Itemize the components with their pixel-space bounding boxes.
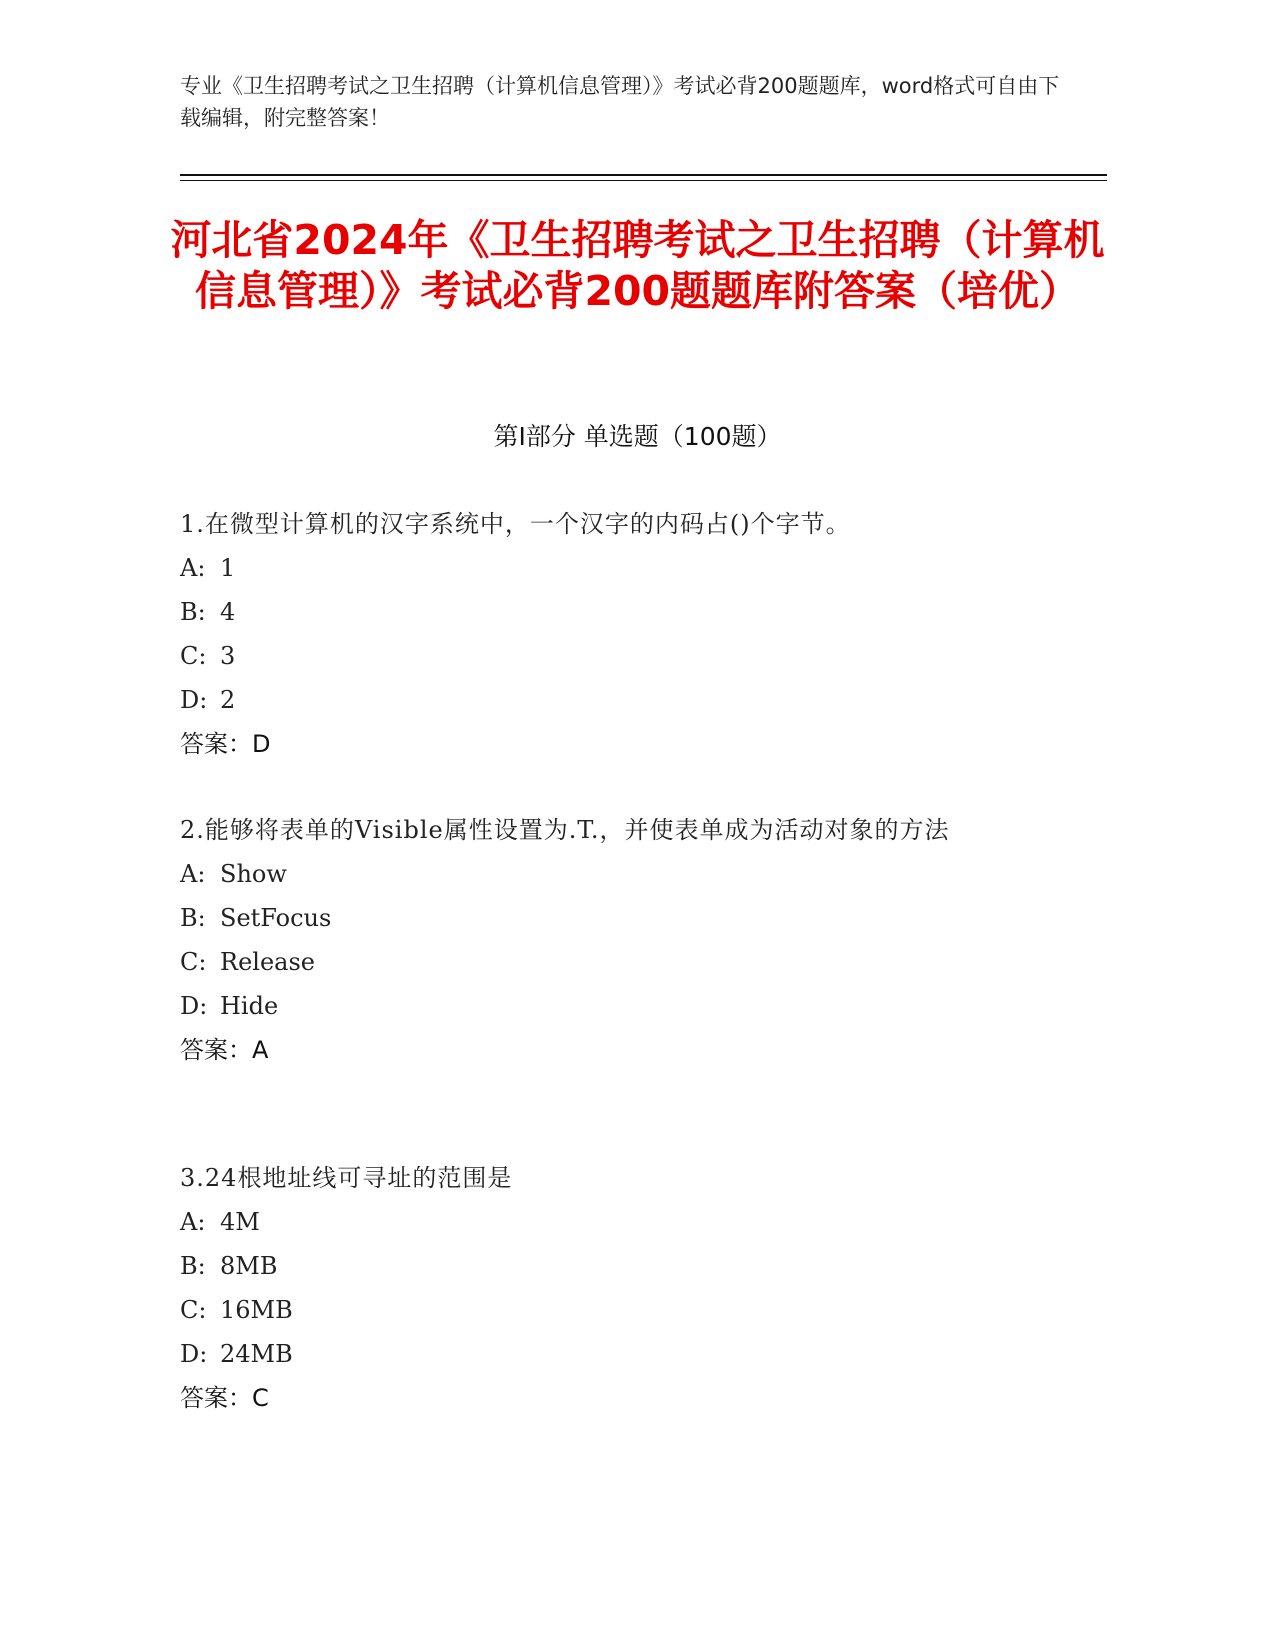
header-divider-thin <box>180 180 1107 181</box>
option-letter: D: <box>180 686 208 714</box>
option-text: Release <box>220 948 315 976</box>
option-text: 24MB <box>220 1340 293 1368</box>
option-d <box>180 1332 1060 1376</box>
question-2 <box>180 808 1060 1072</box>
option-letter: B: <box>180 598 206 626</box>
option-d <box>180 984 1060 1028</box>
option-letter: B: <box>180 1252 206 1280</box>
option-letter: C: <box>180 642 207 670</box>
option-text: 4M <box>220 1208 260 1236</box>
option-c <box>180 1288 1060 1332</box>
option-text: 3 <box>220 642 236 670</box>
answer: 答案：A <box>180 1036 269 1064</box>
question-stem: 1.在微型计算机的汉字系统中，一个汉字的内码占()个字节。 <box>180 510 851 538</box>
answer: 答案：C <box>180 1384 269 1412</box>
option-a <box>180 546 1060 590</box>
section-title: 第Ⅰ部分 单选题（100题） <box>493 422 782 451</box>
option-letter: C: <box>180 1296 207 1324</box>
option-letter: C: <box>180 948 207 976</box>
option-b <box>180 590 1060 634</box>
option-letter: A: <box>180 554 206 582</box>
option-b <box>180 896 1060 940</box>
option-text: 2 <box>220 686 236 714</box>
option-letter: A: <box>180 860 206 888</box>
option-text: 1 <box>220 554 236 582</box>
option-text: Show <box>220 860 287 888</box>
option-c <box>180 940 1060 984</box>
option-a <box>180 1200 1060 1244</box>
question-1 <box>180 502 1060 766</box>
header-divider-thick <box>180 174 1107 176</box>
document-title: 河北省2024年《卫生招聘考试之卫生招聘（计算机信息管理）》考试必背200题题库附答案（培优） <box>170 216 1105 315</box>
option-a <box>180 852 1060 896</box>
question-stem: 2.能够将表单的Visible属性设置为.T.，并使表单成为活动对象的方法 <box>180 816 950 844</box>
option-letter: B: <box>180 904 206 932</box>
question-3 <box>180 1156 1060 1420</box>
option-text: SetFocus <box>220 904 332 932</box>
question-stem: 3.24根地址线可寻址的范围是 <box>180 1164 513 1192</box>
option-text: Hide <box>220 992 279 1020</box>
option-letter: D: <box>180 1340 208 1368</box>
option-b <box>180 1244 1060 1288</box>
option-letter: D: <box>180 992 208 1020</box>
option-d <box>180 678 1060 722</box>
header-note: 专业《卫生招聘考试之卫生招聘（计算机信息管理）》考试必背200题题库，word格式可自由下载编辑，附完整答案！ <box>180 74 1060 130</box>
option-text: 4 <box>220 598 236 626</box>
option-text: 16MB <box>220 1296 293 1324</box>
option-text: 8MB <box>220 1252 278 1280</box>
answer: 答案：D <box>180 730 271 758</box>
option-c <box>180 634 1060 678</box>
option-letter: A: <box>180 1208 206 1236</box>
